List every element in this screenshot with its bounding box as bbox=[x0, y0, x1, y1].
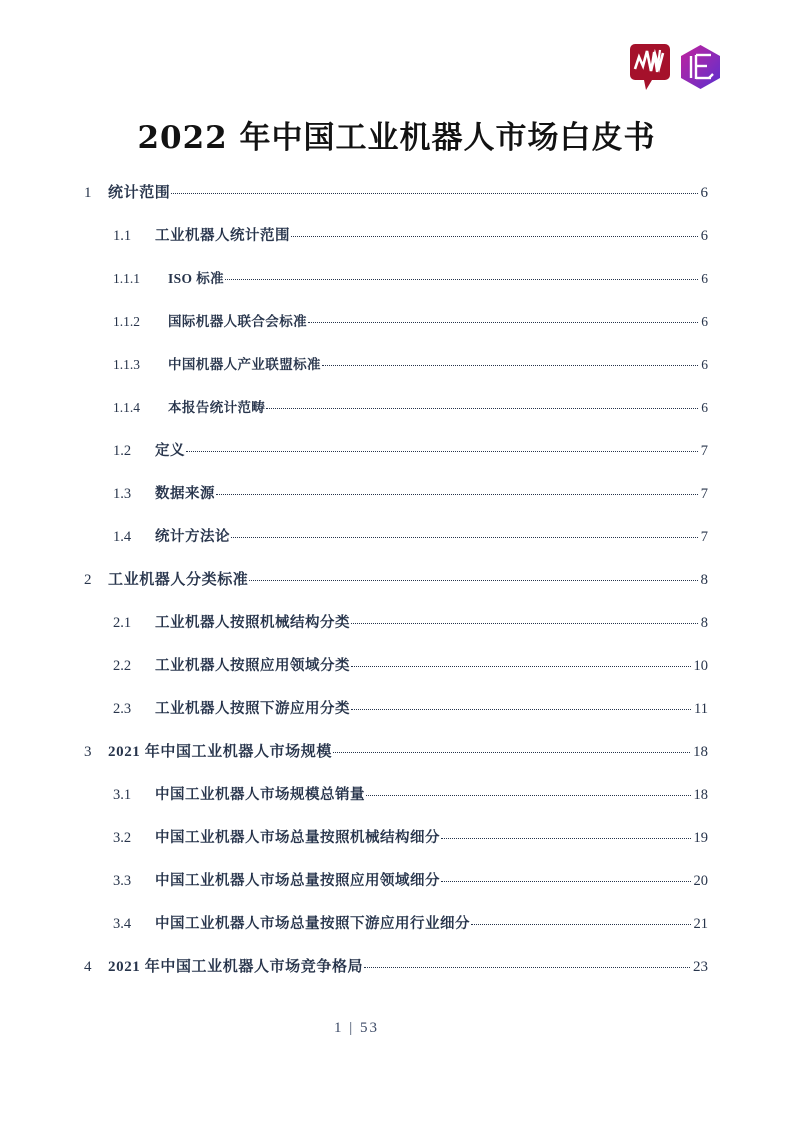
toc-entry-label: 中国机器人产业联盟标准 bbox=[168, 357, 321, 372]
toc-dot-leader bbox=[216, 494, 698, 495]
toc-entry-number: 3.4 bbox=[113, 916, 132, 932]
red-speech-bubble-waveform-logo bbox=[630, 44, 670, 95]
toc-entry-label: 定义 bbox=[155, 443, 185, 459]
toc-entry-number: 3.3 bbox=[113, 873, 132, 889]
toc-entry-number: 4 bbox=[84, 959, 92, 975]
toc-entry-page-number: 21 bbox=[693, 916, 708, 932]
toc-dot-leader bbox=[171, 193, 697, 194]
toc-entry-page-number: 8 bbox=[700, 615, 708, 631]
toc-entry-page-number: 6 bbox=[701, 314, 708, 329]
toc-entry-label: ISO 标准 bbox=[168, 271, 225, 286]
toc-entry[interactable] bbox=[84, 525, 708, 568]
toc-entry-label: 中国工业机器人市场总量按照机械结构细分 bbox=[155, 830, 440, 846]
toc-entry-label: 工业机器人按照应用领域分类 bbox=[155, 658, 350, 674]
toc-dot-leader bbox=[266, 408, 698, 409]
toc-dot-leader bbox=[225, 279, 698, 280]
toc-entry[interactable] bbox=[84, 482, 708, 525]
footer-separator: | bbox=[349, 1020, 355, 1036]
toc-entry-number: 2.2 bbox=[113, 658, 132, 674]
toc-entry-page-number: 7 bbox=[700, 443, 708, 459]
toc-entry-number: 1.1.1 bbox=[113, 271, 140, 286]
toc-entry-number: 2.3 bbox=[113, 701, 132, 717]
toc-entry-number: 3 bbox=[84, 744, 92, 760]
toc-entry-number: 1.4 bbox=[113, 529, 132, 545]
toc-entry-number: 3.1 bbox=[113, 787, 132, 803]
page-footer bbox=[0, 1020, 793, 1037]
purple-hexagon-cube-logo bbox=[678, 44, 723, 95]
toc-dot-leader bbox=[366, 795, 691, 796]
toc-dot-leader bbox=[471, 924, 691, 925]
toc-entry[interactable] bbox=[84, 783, 708, 826]
toc-entry-number: 1.1.4 bbox=[113, 400, 140, 415]
toc-entry-page-number: 11 bbox=[694, 701, 708, 717]
toc-entry-page-number: 6 bbox=[701, 400, 708, 415]
toc-entry-label: 数据来源 bbox=[155, 486, 215, 502]
toc-entry-page-number: 7 bbox=[700, 486, 708, 502]
toc-entry-label: 国际机器人联合会标准 bbox=[168, 314, 307, 329]
toc-entry-number: 1.1 bbox=[113, 228, 132, 244]
toc-entry-page-number: 23 bbox=[693, 959, 708, 975]
toc-dot-leader bbox=[441, 838, 691, 839]
footer-current-page: 1 bbox=[333, 1020, 344, 1036]
toc-entry[interactable] bbox=[84, 353, 708, 396]
toc-dot-leader bbox=[186, 451, 698, 452]
toc-entry-label: 工业机器人分类标准 bbox=[108, 572, 249, 588]
toc-entry-label: 工业机器人统计范围 bbox=[155, 228, 290, 244]
toc-entry[interactable] bbox=[84, 869, 708, 912]
toc-entry-number: 2 bbox=[84, 572, 92, 588]
page-title: 2022 年中国工业机器人市场白皮书 bbox=[137, 120, 656, 156]
toc-entry-number: 2.1 bbox=[113, 615, 132, 631]
toc-dot-leader bbox=[351, 666, 691, 667]
toc-entry[interactable] bbox=[84, 310, 708, 353]
toc-entry-page-number: 7 bbox=[700, 529, 708, 545]
toc-entry-label: 中国工业机器人市场总量按照下游应用行业细分 bbox=[155, 916, 470, 932]
toc-dot-leader bbox=[308, 322, 698, 323]
toc-entry[interactable] bbox=[84, 697, 708, 740]
toc-entry-label: 2021 年中国工业机器人市场规模 bbox=[108, 744, 332, 760]
toc-dot-leader bbox=[291, 236, 698, 237]
toc-entry-page-number: 18 bbox=[693, 787, 708, 803]
toc-dot-leader bbox=[333, 752, 690, 753]
toc-entry-number: 1.1.2 bbox=[113, 314, 140, 329]
toc-entry-label: 本报告统计范畴 bbox=[168, 400, 266, 415]
toc-entry-page-number: 19 bbox=[693, 830, 708, 846]
toc-entry[interactable] bbox=[84, 912, 708, 955]
toc-entry-page-number: 10 bbox=[693, 658, 708, 674]
toc-entry-page-number: 8 bbox=[700, 572, 708, 588]
toc-entry-number: 1 bbox=[84, 185, 92, 201]
toc-dot-leader bbox=[231, 537, 698, 538]
toc-entry-page-number: 6 bbox=[701, 357, 708, 372]
toc-dot-leader bbox=[441, 881, 691, 882]
toc-entry[interactable] bbox=[84, 740, 708, 783]
toc-entry[interactable] bbox=[84, 396, 708, 439]
footer-total-pages: 53 bbox=[360, 1020, 379, 1036]
toc-entry[interactable] bbox=[84, 654, 708, 697]
toc-entry[interactable] bbox=[84, 826, 708, 869]
toc-entry-page-number: 20 bbox=[693, 873, 708, 889]
toc-entry[interactable] bbox=[84, 224, 708, 267]
toc-entry[interactable] bbox=[84, 955, 708, 998]
toc-entry-label: 统计方法论 bbox=[155, 529, 230, 545]
toc-entry-number: 3.2 bbox=[113, 830, 132, 846]
toc-entry[interactable] bbox=[84, 439, 708, 482]
toc-entry[interactable] bbox=[84, 568, 708, 611]
toc-entry-page-number: 6 bbox=[701, 271, 708, 286]
toc-entry-label: 工业机器人按照机械结构分类 bbox=[155, 615, 350, 631]
toc-entry-page-number: 18 bbox=[693, 744, 708, 760]
toc-entry-number: 1.3 bbox=[113, 486, 132, 502]
toc-entry-label: 中国工业机器人市场规模总销量 bbox=[155, 787, 365, 803]
logo-bar bbox=[630, 44, 723, 95]
toc-entry[interactable] bbox=[84, 181, 708, 224]
toc-entry-label: 工业机器人按照下游应用分类 bbox=[155, 701, 350, 717]
toc-dot-leader bbox=[249, 580, 697, 581]
toc-dot-leader bbox=[364, 967, 690, 968]
toc-entry-label: 2021 年中国工业机器人市场竞争格局 bbox=[108, 959, 364, 975]
toc-entry[interactable] bbox=[84, 611, 708, 654]
toc-entry-number: 1.1.3 bbox=[113, 357, 140, 372]
toc-entry-label: 统计范围 bbox=[108, 185, 171, 201]
toc-dot-leader bbox=[351, 709, 691, 710]
toc-entry-page-number: 6 bbox=[700, 185, 708, 201]
toc-entry-page-number: 6 bbox=[700, 228, 708, 244]
table-of-contents bbox=[84, 181, 708, 998]
toc-dot-leader bbox=[351, 623, 698, 624]
toc-dot-leader bbox=[322, 365, 698, 366]
toc-entry-number: 1.2 bbox=[113, 443, 132, 459]
toc-entry[interactable] bbox=[84, 267, 708, 310]
toc-entry-label: 中国工业机器人市场总量按照应用领域细分 bbox=[155, 873, 440, 889]
